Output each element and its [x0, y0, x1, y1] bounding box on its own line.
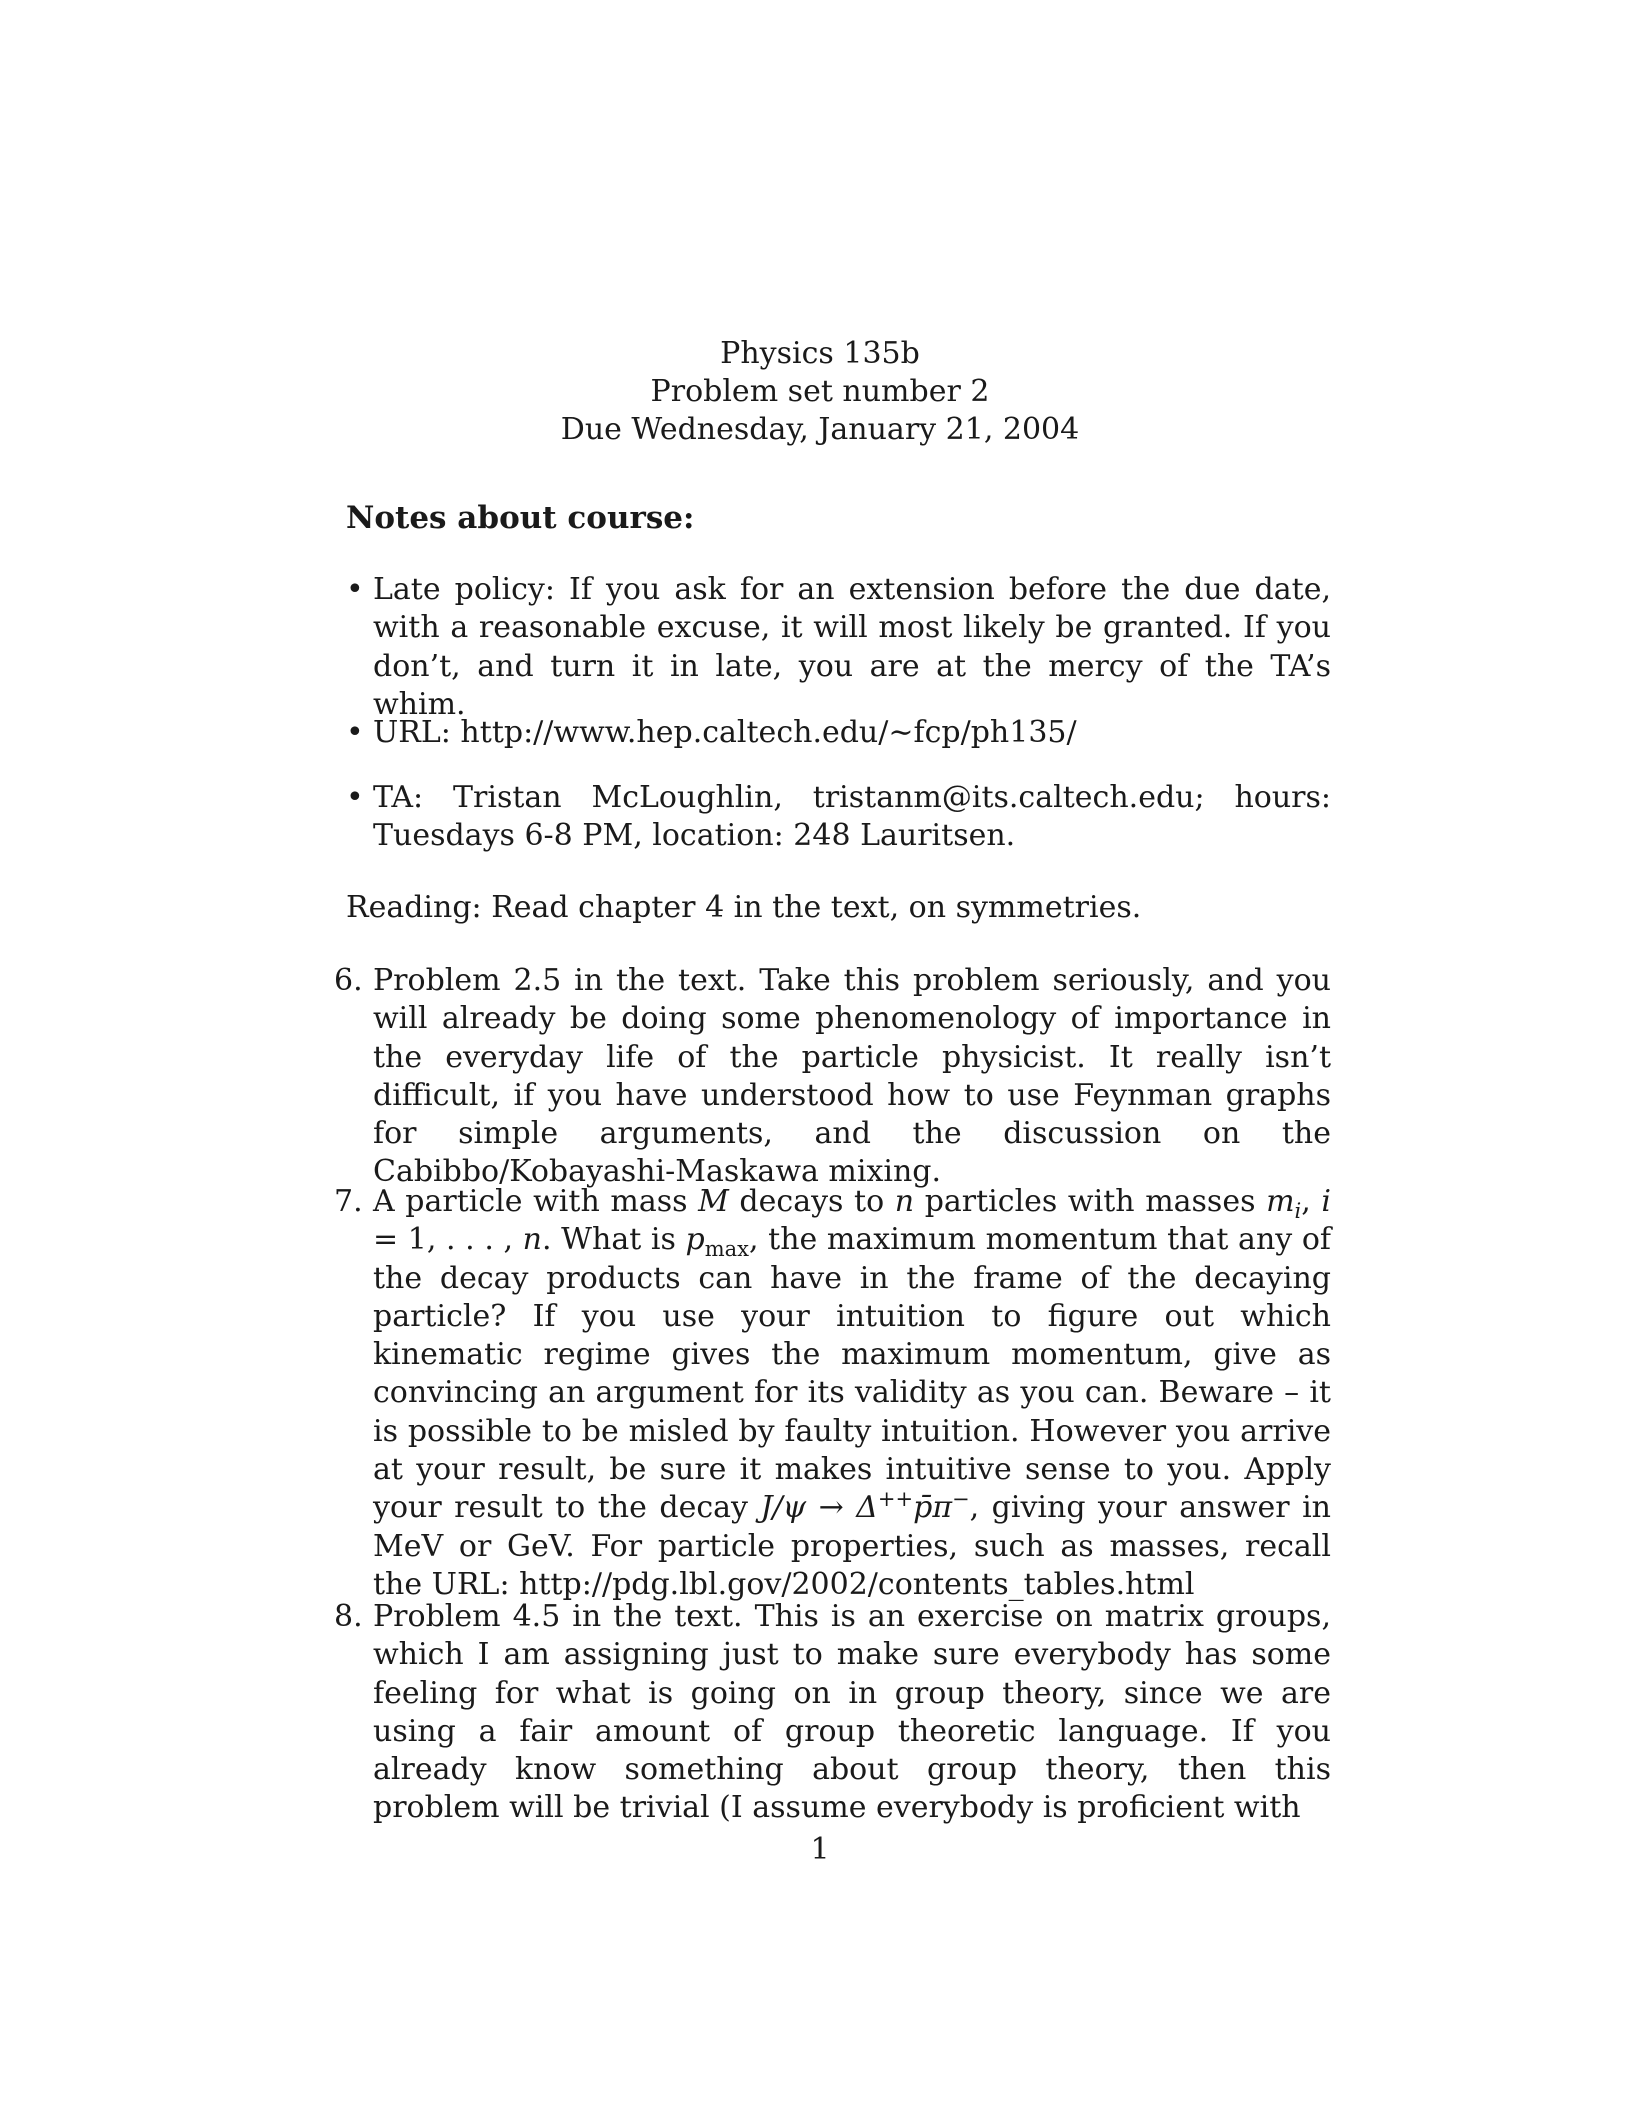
problem-7	[334, 1183, 1332, 1604]
reading-assignment: Reading: Read chapter 4 in the text, on symmetries.	[346, 890, 1142, 925]
bullet-icon: •	[346, 780, 364, 815]
bullet-text: Late policy: If you ask for an extension before the due date, with a reasonable excuse, it will most likely be granted. If you don’t, and turn it in late, you are at the mercy of the TA’s whim.	[373, 572, 1331, 722]
bullet-url	[346, 714, 1331, 752]
bullet-text: URL: http://www.hep.caltech.edu/∼fcp/ph135/	[373, 715, 1077, 750]
page-number: 1	[810, 1832, 830, 1867]
problem-number: 7.	[334, 1184, 363, 1219]
problem-number: 6.	[334, 963, 363, 998]
problem-8	[334, 1598, 1331, 1828]
problem-number: 8.	[334, 1599, 363, 1634]
bullet-late-policy	[346, 571, 1331, 724]
bullet-text: TA: Tristan McLoughlin, tristanm@its.caltech.edu; hours: Tuesdays 6-8 PM, location: 248 Lauritsen.	[373, 780, 1331, 854]
due-date: Due Wednesday, January 21, 2004	[560, 412, 1080, 447]
bullet-icon: •	[346, 715, 364, 750]
course-title: Physics 135b	[720, 336, 920, 371]
notes-heading: Notes about course:	[346, 500, 695, 536]
problem-6	[334, 962, 1331, 1192]
problem-text: Problem 2.5 in the text. Take this problem seriously, and you will already be doing some phenomenology of importance in the everyday life of the particle physicist. It really isn’t difficult, if you have understood how to use Feynman graphs for simple arguments, and the discussion on the Cabibbo/Kobayashi-Maskawa mixing.	[373, 963, 1331, 1190]
bullet-icon: •	[346, 572, 364, 607]
problem-set-title: Problem set number 2	[650, 374, 990, 409]
document-header	[0, 335, 1640, 449]
problem-text: A particle with mass M decays to n particles with masses $m_i$, i = 1, . . . , n. What is $p_{max}$, the maximum momentum that any of the decay products can have in the frame of the decaying particle? If you use your intuition to figure out which kinematic regime gives the maximum momentum, give as convincing an argument for its validity as you can. Beware – it is possible to be misled by faulty intuition. However you arrive at your result, be sure it makes intuitive sense to you. Apply your result to the decay J/ψ → Δ++p̄π−, giving your answer in MeV or GeV. For particle properties, such as masses, recall the URL: http://pdg.lbl.gov/2002/contents_tables.html	[373, 1184, 1332, 1602]
bullet-ta	[346, 779, 1331, 856]
problem-text: Problem 4.5 in the text. This is an exercise on matrix groups, which I am assigning just to make sure everybody has some feeling for what is going on in group theory, since we are using a fair amount of group theoretic language. If you already know something about group theory, then this problem will be trivial (I assume everybody is proficient with	[373, 1599, 1331, 1826]
